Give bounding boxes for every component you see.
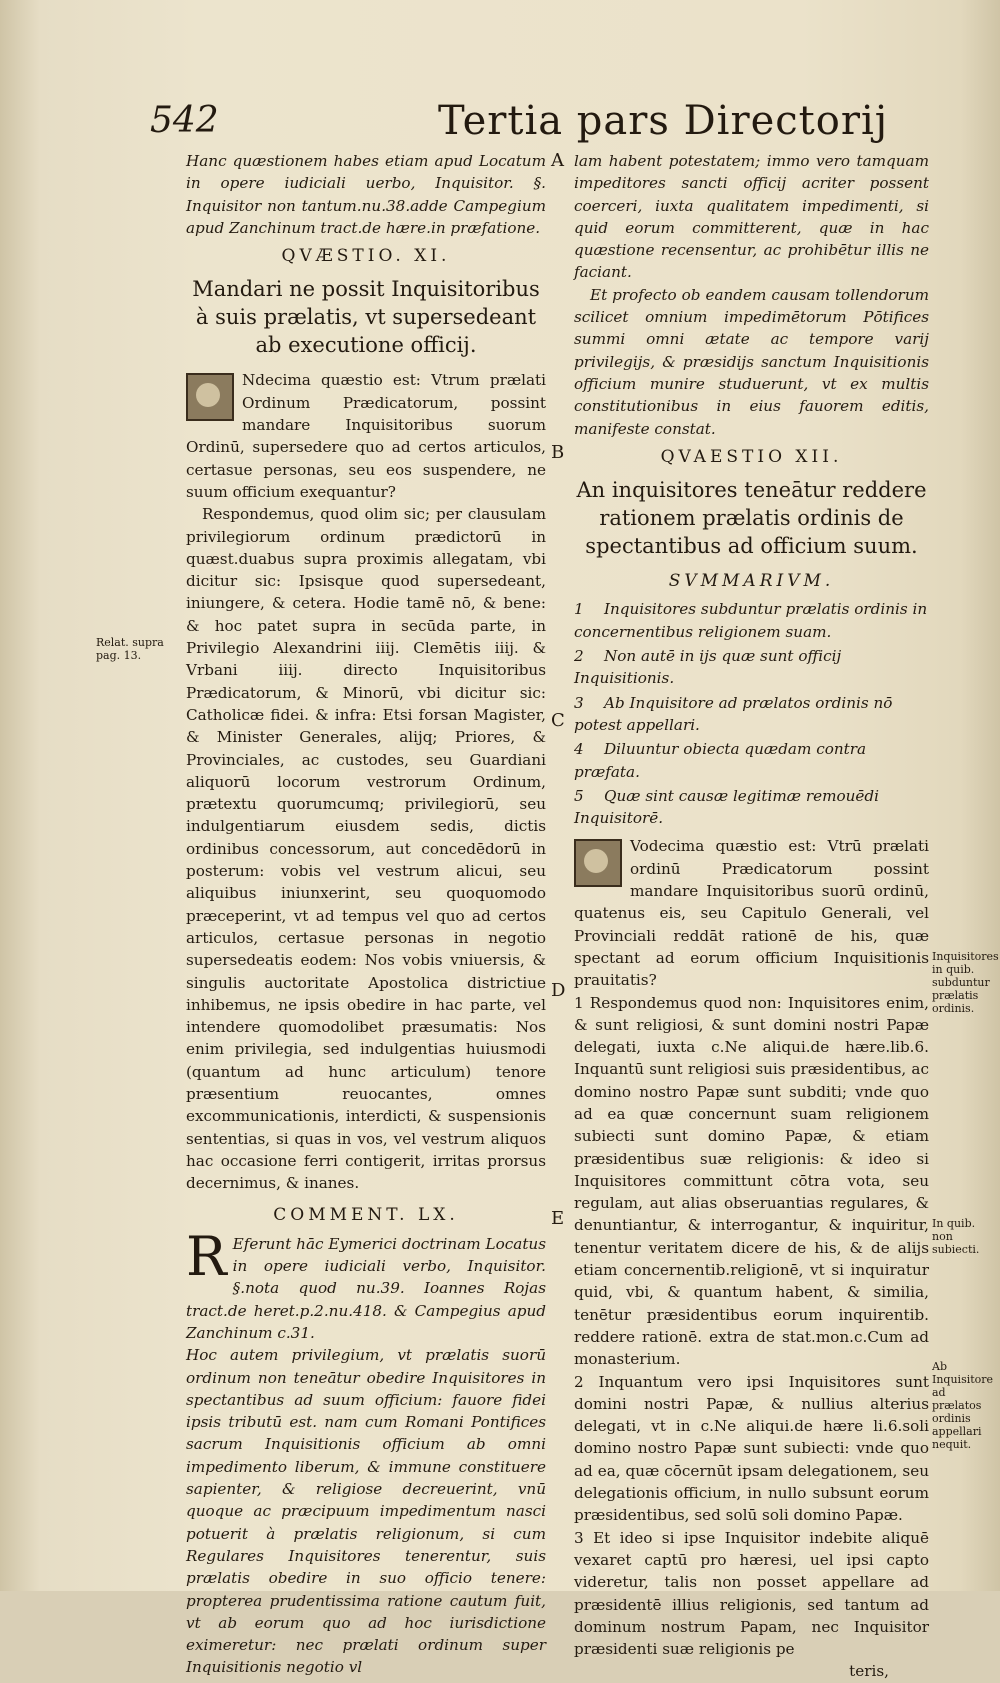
- commentary-label: COMMENT. LX.: [273, 1205, 459, 1226]
- running-head: Tertia pars Directorij: [438, 98, 889, 144]
- commentary-paragraph-1: Eferunt hāc Eymerici doctrinam Locatus in opere iudiciali verbo, Inquisitor. §.nota quod nu.39. Ioannes Rojas tract.de heret.p.2.nu.418. & Campegius apud Zanchinum c.31.: [186, 1234, 546, 1342]
- section-marker-b: B: [551, 442, 565, 463]
- initial-r: R: [186, 1224, 227, 1288]
- quaestio-xi-response: Respondemus, quod olim sic; per clausulam privilegiorum ordinum prædictorū in quæst.duabus supra proximis allegatam, vbi dicitur sic: Ipsisque quod supersedeant, iniungere, & cetera. Hodie tamē nō, & bene: & hoc patet supra in secūda parte, in Privilegio Alexandrini iiij. Clemētis iiij. & Vrbani iiij. directo Inquisitoribus Prædicatorum, & Minorū, vbi dicitur sic: Catholicæ fidei. & infra: Etsi forsan Magister, & Minister Generales, alijq; Priores, & Provinciales, ac custodes, seu Guardiani aliquorū locorum vestrorum Ordinum, prætextu quorumcumq; privilegiorū, seu indulgentiarum eiusdem sedis, dictis ordinibus concessorum, aut concedēdorū in posterum: vobis vel vestrum alicui, seu aliquibus iniunxerint, seu quoquomodo præceperint, vt ad tempus vel quo ad certos articulos, certasue personas in negotio supersedeatis eodem: Nos vobis vniuersis, & singulis auctoritate Apostolica districtiue inhibemus, ne ipsis obedire in hac parte, vel intendere quomodolibet præsumatis: Nos enim privilegia, sed indulgentias huiusmodi (quantum ad hunc articulum) tenore præsentium reuocantes, omnes excommunicationis, interdicti, & suspensionis sententias, si quas in vos, vel vestrum aliquos hac occasione ferri contigerit, irritas prorsus decernimus, & inanes.: [186, 505, 546, 1193]
- decorated-initial-v: [186, 373, 234, 421]
- summarium-item: 3 Ab Inquisitore ad prælatos ordinis nō potest appellari.: [574, 693, 893, 734]
- summarium-item: 2 Non autē in ijs quæ sunt officij Inquisitionis.: [574, 647, 842, 688]
- margin-note-right-3: Ab Inquisitore ad prælatos ordinis appellari nequit.: [932, 1360, 994, 1451]
- quaestio-xii-title: An inquisitores teneātur reddere rationem prælatis ordinis de spectantibus ad officium suum.: [576, 478, 927, 559]
- response-paragraph-2: 2 Inquantum vero ipsi Inquisitores sunt domini nostri Papæ, & nullius alterius delegati, vt in c.Ne aliqui.de hære li.6.soli domino nostro Papæ sunt subiecti: vnde quo ad ea, quæ cōcernūt ipsam delegationem, seu delegationis officium, in nullo subsunt eorum præsidentibus, sed solū soli domino Papæ.: [574, 1372, 929, 1525]
- commentary-paragraph-2: Hoc autem privilegium, vt prælatis suorū ordinum non teneātur obedire Inquisitores in spectantibus ad suum officium: fauore fidei ipsis tributū est. nam cum Romani Pontifices sacrum Inquisitionis officium ab omni impedimento liberum, & immune constituere sapienter, & religiose decreuerint, vnū quoque ac præcipuum impedimentum nasci potuerit à prælatis religionum, si cum Regulares Inquisitores tenerentur, suis prælatis obedire in suo officio tenere: propterea prudentissima ratione cautum fuit, vt ab eorum quo ad hoc iurisdictione eximeretur: nec prælati ordinum super Inquisitionis negotio vl: [186, 1346, 546, 1677]
- quaestio-xii-label: QVAESTIO XII.: [660, 446, 843, 467]
- page-number: 542: [150, 100, 219, 141]
- margin-note-right-2: In quib. non subiecti.: [932, 1217, 980, 1256]
- summarium-item: 5 Quæ sint causæ legitimæ remouēdi Inquisitorē.: [574, 786, 879, 828]
- quaestio-xi-title: Mandari ne possit Inquisitoribus à suis prælatis, vt supersedeant ab executione officij.: [192, 277, 540, 358]
- section-marker-a: A: [551, 150, 564, 171]
- quaestio-xi-body: Ndecima quæstio est: Vtrum prælati Ordinum Prædicatorum, possint mandare Inquisitoribus suorum Ordinū, supersedere quo ad certos articulos, certasue personas, seu eos suspendere, ne suum officium exequantur?: [186, 371, 546, 501]
- section-marker-c: C: [551, 710, 565, 731]
- margin-note-right-1: Inquisitores in quib. subduntur prælatis ordinis.: [932, 950, 999, 1015]
- decorated-initial-q: [574, 839, 622, 887]
- response-paragraph-1: 1 Respondemus quod non: Inquisitores enim, & sunt religiosi, & sunt domini nostri Papæ delegati, iuxta c.Ne aliqui.de hære.lib.6. Inquantū sunt religiosi suis præsidentibus, ac domino nostro Papæ sunt subditi; vnde quo ad ea quæ concernunt suam religionem subiecti sunt domino Papæ, & etiam præsidentibus suæ religionis: & ideo si Inquisitores committunt cōtra vota, seu regulam, aut alias obseruantias regulares, & denuntiantur, & interrogantur, & inquiritur, tenentur veritatem dicere de his, & de alijs etiam concernentib.religionē, vt si inquiratur quid, vbi, & quantum habent, & similia, tenētur præsidentibus eorum inquirentib. reddere rationē. extra de stat.mon.c.Cum ad monasterium.: [574, 993, 929, 1369]
- section-marker-d: D: [551, 980, 566, 1001]
- continuation-paragraph-2: Et profecto ob eandem causam tollendorum scilicet omnium impedimētorum Pōtifices summi omni ætate ac tempore varij privilegijs, & præsidijs sanctum Inquisitionis officium munire studuerunt, vt ex multis constitutionibus in eius fauorem editis, manifeste constat.: [574, 285, 929, 438]
- margin-note-left: Relat. supra pag. 13.: [96, 636, 164, 662]
- summarium-item: 1 Inquisitores subduntur prælatis ordinis in concernentibus religionem suam.: [574, 600, 928, 641]
- continuation-paragraph-1: lam habent potestatem; immo vero tamquam impeditores sancti officij acriter possent coerceri, iuxta qualitatem impedimenti, si quid eorum committerent, quæ in hac quæstione recensentur, ac prohibētur illis ne faciant.: [574, 152, 929, 282]
- summarium-label: SVMMARIVM.: [668, 571, 835, 592]
- summarium-item: 4 Diluuntur obiecta quædam contra præfata.: [574, 740, 867, 781]
- quaestio-xii-body: Vodecima quæstio est: Vtrū prælati ordinū Prædicatorum possint mandare Inquisitoribus suorū ordinū, quatenus eis, seu Capitulo Generali, vel Provinciali reddāt rationē de his, quæ spectant ad eorum officium Inquisitionis prauitatis?: [574, 837, 929, 990]
- summarium-list: [574, 598, 929, 829]
- section-marker-e: E: [551, 1208, 565, 1229]
- catchword: teris,: [849, 1662, 889, 1681]
- right-column: [574, 150, 929, 1683]
- left-column: [186, 150, 546, 1679]
- quaestio-xi-label: QVÆSTIO. XI.: [281, 246, 451, 267]
- intro-paragraph: Hanc quæstionem habes etiam apud Locatum in opere iudiciali uerbo, Inquisitor. §. Inquisitor non tantum.nu.38.adde Campegium apud Zanchinum tract.de hære.in præfatione.: [186, 152, 546, 237]
- response-paragraph-3: 3 Et ideo si ipse Inquisitor indebite aliquē vexaret captū pro hæresi, uel ipsi capto videretur, talis non posset appellare ad præsidentē illius religionis, sed tantum ad dominum nostrum Papam, nec Inquisitor præsidenti suæ religionis pe: [574, 1528, 929, 1659]
